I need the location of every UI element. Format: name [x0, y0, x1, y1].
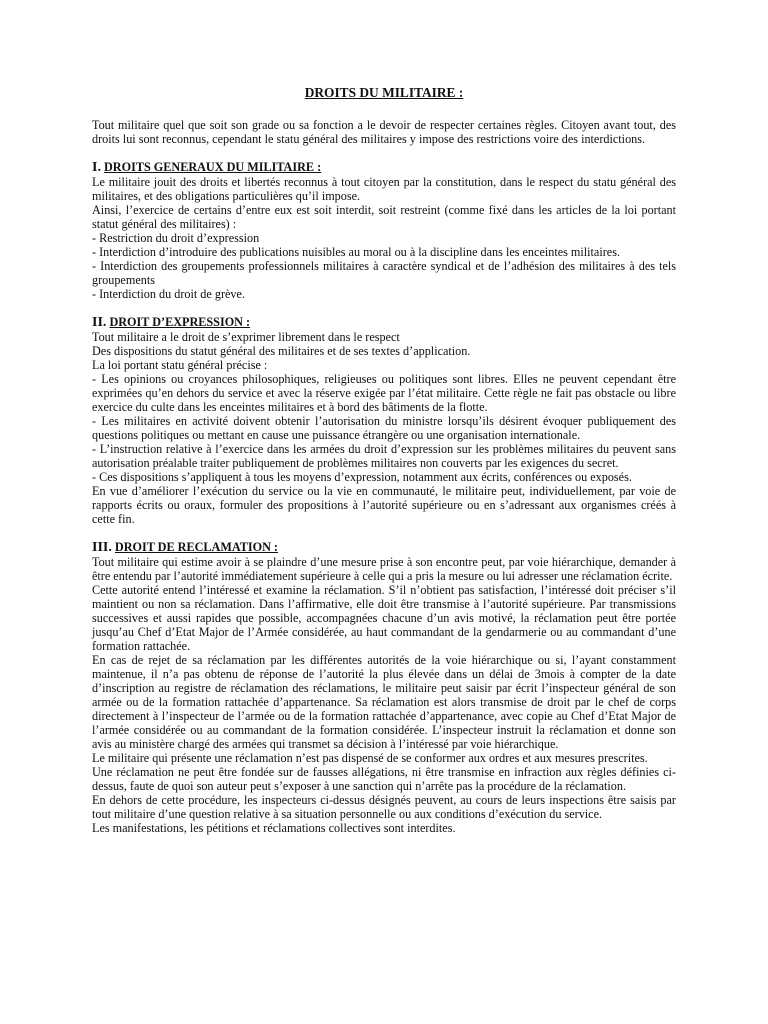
section-text-line: Tout militaire qui estime avoir à se plaindre d’une mesure prise à son encontre peut, par voie hiérarchique, demander à être entendu par l’autorité immédiatement supérieure à celle qui a pris la mesure ou lui adresser une réclamation écrite. — [92, 555, 676, 583]
section-text-line: Le militaire qui présente une réclamation n’est pas dispensé de se conformer aux ordres et aux mesures prescrites. — [92, 751, 648, 765]
section-text-line: Tout militaire a le droit de s’exprimer librement dans le respect — [92, 330, 400, 344]
page-title: DROITS DU MILITAIRE : — [304, 85, 464, 100]
section-text-line: - Restriction du droit d’expression — [92, 231, 260, 245]
section-text-line: Des dispositions du statut général des militaires et de ses textes d’application. — [92, 344, 471, 358]
section-text-line: Ainsi, l’exercice de certains d’entre eux est soit interdit, soit restreint (comme fixé dans les articles de la loi portant statut général des militaires) : — [92, 203, 676, 231]
section-text-line: Cette autorité entend l’intéressé et examine la réclamation. S’il n’obtient pas satisfaction, l’intéressé doit préciser s’il maintient ou non sa réclamation. Dans l’affirmative, elle doit être transmise à l’autorité supérieure. Par transmissions successives et aussi rapides que possible, accompagnées chacune d’un avis motivé, la réclamation peut être portée jusqu’au Chef d’Etat Major de l’Armée considérée, au haut commandant de la gendarmerie ou au commandant d’une formation rattachée. — [92, 583, 676, 653]
section-text-line: En vue d’améliorer l’exécution du service ou la vie en communauté, le militaire peut, individuellement, par voie de rapports écrits ou oraux, formuler des propositions à l’autorité supérieure ou en s’adressant aux organismes créés à cette fin. — [92, 484, 676, 526]
section-text-line: Le militaire jouit des droits et libertés reconnus à tout citoyen par la constitution, dans le respect du statu général des militaires, et des obligations particulières qu’il impose. — [92, 175, 676, 203]
section-text-line: - Les opinions ou croyances philosophiques, religieuses ou politiques sont libres. Elles ne peuvent cependant être exprimées qu’en dehors du service et avec la réserve exigée par l’état militaire. Cette règle ne fait pas obstacle ou libre exercice du culte dans les enceintes militaires et à bord des bâtiments de la flotte. — [92, 372, 676, 414]
section-1 — [92, 160, 676, 301]
section-spacer — [92, 301, 676, 315]
section-heading-label: DROIT DE RECLAMATION : — [114, 540, 278, 554]
section-heading-label: DROIT D’EXPRESSION : — [109, 315, 251, 329]
section-text-line: - Interdiction d’introduire des publications nuisibles au moral ou à la discipline dans les enceintes militaires. — [92, 245, 620, 259]
section-heading — [92, 160, 676, 175]
section-number: III. — [92, 540, 112, 555]
section-text-line: - Les militaires en activité doivent obtenir l’autorisation du ministre lorsqu’ils désirent évoquer publiquement des questions politiques ou mettant en cause une puissance étrangère ou une organisation internationale. — [92, 414, 676, 442]
section-heading — [92, 540, 676, 555]
section-text-line: En dehors de cette procédure, les inspecteurs ci-dessus désignés peuvent, au cours de leurs inspections être saisis par tout militaire d’une question relative à sa situation personnelle ou aux conditions d’exécution du service. — [92, 793, 676, 821]
section-spacer — [92, 526, 676, 540]
section-number: II. — [92, 315, 107, 330]
section-text-line: En cas de rejet de sa réclamation par les différentes autorités de la voie hiérarchique ou si, l’ayant constamment maintenue, il n’a pas obtenu de réponse de l’autorité la plus élevée dans un délai de 3mois à compter de la date d’inscription au registre de réclamation des réclamations, le militaire peut saisir par écrit l’inspecteur général de son armée ou de la formation rattachée d’appartenance. Sa réclamation est alors transmise de droit par le chef de corps directement à l’inspecteur de l’armée ou de la formation rattachée d’appartenance, avec copie au Chef d’Etat Major de l’armée considérée ou au commandant de la formation considérée. L’inspecteur instruit la réclamation et donne son avis au ministère chargé des armées qui transmet sa décision à l’intéressé par voie hiérarchique. — [92, 653, 676, 751]
section-text-line: - Interdiction des groupements professionnels militaires à caractère syndical et de l’adhésion des militaires à des tels groupements — [92, 259, 676, 287]
section-3 — [92, 540, 676, 835]
section-text-line: - Interdiction du droit de grève. — [92, 287, 245, 301]
section-number: I. — [92, 160, 101, 175]
section-text-line: La loi portant statu général précise : — [92, 358, 268, 372]
sections-container — [92, 160, 676, 835]
section-heading — [92, 315, 676, 330]
document-page — [92, 86, 676, 835]
section-text-line: - L’instruction relative à l’exercice dans les armées du droit d’expression sur les problèmes militaires du peuvent sans autorisation préalable traiter publiquement de problèmes militaires non couverts par les exigences du secret. — [92, 442, 676, 470]
section-text-line: Une réclamation ne peut être fondée sur de fausses allégations, ni être transmise en infraction aux règles définies ci-dessus, faute de quoi son auteur peut s’exposer à une sanction qui n’arrête pas la procédure de la réclamation. — [92, 765, 676, 793]
section-heading-label: DROITS GENERAUX DU MILITAIRE : — [104, 160, 322, 174]
section-2 — [92, 315, 676, 526]
intro-paragraph: Tout militaire quel que soit son grade ou sa fonction a le devoir de respecter certaines règles. Citoyen avant tout, des droits lui sont reconnus, cependant le statu général des militaires y impose des restrictions voire des interdictions. — [92, 118, 676, 146]
section-text-line: Les manifestations, les pétitions et réclamations collectives sont interdites. — [92, 821, 456, 835]
section-text-line: - Ces dispositions s’appliquent à tous les moyens d’expression, notamment aux écrits, conférences ou exposés. — [92, 470, 632, 484]
